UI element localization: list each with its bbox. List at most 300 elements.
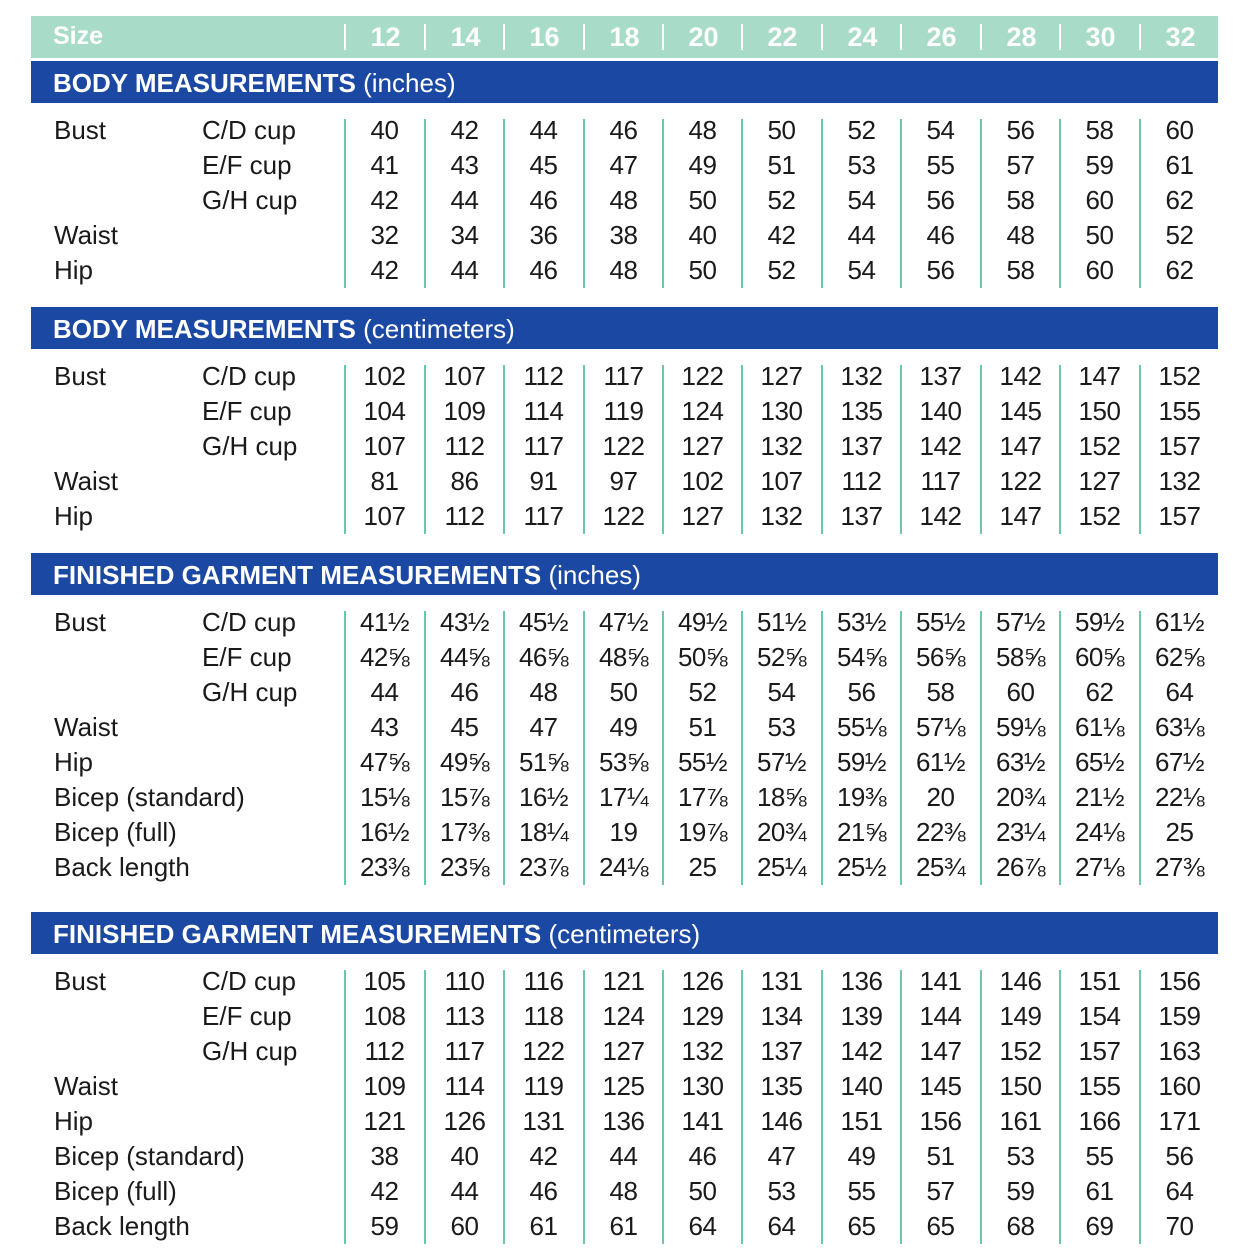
- table-cell: 59½: [1074, 607, 1125, 637]
- table-cell: 53: [767, 1176, 796, 1206]
- table-cell: 25¾: [915, 852, 966, 882]
- table-row: [0, 255, 1253, 290]
- table-cell: 132: [681, 1036, 724, 1066]
- table-cell: 48: [688, 115, 717, 145]
- table-cell: 65: [847, 1211, 876, 1241]
- table-cell: 46: [450, 677, 479, 707]
- table-cell: 24⅛: [1074, 817, 1125, 847]
- table-cell: 57: [1006, 150, 1035, 180]
- section-title-main: FINISHED GARMENT MEASUREMENTS: [53, 560, 542, 590]
- table-cell: 146: [999, 966, 1042, 996]
- table-cell: 56: [847, 677, 876, 707]
- table-cell: 60: [450, 1211, 479, 1241]
- table-cell: 53: [767, 712, 796, 742]
- row-sublabel: C/D cup: [202, 115, 296, 145]
- row-label: Bicep (standard): [54, 782, 245, 812]
- table-cell: 140: [840, 1071, 883, 1101]
- table-cell: 102: [681, 466, 724, 496]
- table-cell: 54: [767, 677, 796, 707]
- table-cell: 27⅜: [1154, 852, 1205, 882]
- table-cell: 141: [681, 1106, 724, 1136]
- table-cell: 108: [363, 1001, 406, 1031]
- table-row: [0, 782, 1253, 817]
- table-cell: 122: [602, 501, 645, 531]
- table-cell: 59½: [836, 747, 887, 777]
- table-cell: 119: [603, 396, 644, 426]
- table-cell: 24⅛: [598, 852, 649, 882]
- row-label: Bust: [54, 115, 107, 145]
- section-header: [31, 553, 1218, 595]
- table-cell: 127: [681, 501, 724, 531]
- table-cell: 61: [1085, 1176, 1114, 1206]
- table-cell: 55⅛: [836, 712, 887, 742]
- table-cell: 144: [919, 1001, 962, 1031]
- table-row: [0, 1036, 1253, 1071]
- table-cell: 23⅝: [439, 852, 490, 882]
- table-cell: 42⅝: [359, 642, 410, 672]
- table-row: [0, 677, 1253, 712]
- section-title: [53, 314, 515, 345]
- table-cell: 137: [760, 1036, 803, 1066]
- table-cell: 54: [847, 255, 876, 285]
- row-sublabel: C/D cup: [202, 607, 296, 637]
- table-cell: 58: [1006, 185, 1035, 215]
- table-cell: 114: [523, 396, 564, 426]
- table-cell: 48: [1006, 220, 1035, 250]
- table-cell: 68: [1006, 1211, 1035, 1241]
- table-cell: 58: [1085, 115, 1114, 145]
- section-title-unit: (inches): [363, 68, 456, 98]
- table-cell: 126: [443, 1106, 486, 1136]
- table-cell: 116: [523, 966, 564, 996]
- table-cell: 147: [999, 431, 1042, 461]
- table-cell: 51⅝: [518, 747, 569, 777]
- table-cell: 43½: [439, 607, 490, 637]
- table-cell: 61: [1165, 150, 1194, 180]
- table-row: [0, 1071, 1253, 1106]
- table-cell: 132: [760, 501, 803, 531]
- row-label: Waist: [54, 466, 119, 496]
- table-cell: 41½: [359, 607, 410, 637]
- table-cell: 58: [926, 677, 955, 707]
- table-cell: 48: [609, 1176, 638, 1206]
- table-cell: 122: [602, 431, 645, 461]
- table-cell: 142: [840, 1036, 883, 1066]
- table-cell: 55½: [915, 607, 966, 637]
- row-sublabel: E/F cup: [202, 642, 292, 672]
- table-cell: 61⅛: [1074, 712, 1125, 742]
- table-cell: 166: [1078, 1106, 1121, 1136]
- table-cell: 132: [1158, 466, 1201, 496]
- size-18: 18: [609, 22, 640, 52]
- row-label: Bust: [54, 361, 107, 391]
- table-cell: 152: [1158, 361, 1201, 391]
- table-cell: 135: [840, 396, 883, 426]
- table-cell: 53⅝: [598, 747, 649, 777]
- table-cell: 46: [529, 255, 558, 285]
- table-cell: 117: [603, 361, 644, 391]
- table-row: [0, 1001, 1253, 1036]
- table-cell: 132: [840, 361, 883, 391]
- table-cell: 52: [767, 255, 796, 285]
- table-cell: 107: [443, 361, 486, 391]
- table-cell: 150: [1078, 396, 1121, 426]
- table-cell: 105: [363, 966, 406, 996]
- table-cell: 40: [450, 1141, 479, 1171]
- table-cell: 157: [1078, 1036, 1121, 1066]
- table-cell: 53: [1006, 1141, 1035, 1171]
- table-row: [0, 1106, 1253, 1141]
- size-label: Size: [53, 22, 104, 50]
- table-cell: 152: [1078, 431, 1121, 461]
- table-cell: 56: [1165, 1141, 1194, 1171]
- table-cell: 59: [1006, 1176, 1035, 1206]
- section-title-main: BODY MEASUREMENTS: [53, 314, 356, 344]
- row-label: Hip: [54, 1106, 94, 1136]
- section-header: [31, 307, 1218, 349]
- table-row: [0, 1211, 1253, 1246]
- table-cell: 21½: [1074, 782, 1125, 812]
- table-cell: 50: [688, 255, 717, 285]
- table-cell: 127: [760, 361, 803, 391]
- table-cell: 59⅛: [995, 712, 1046, 742]
- table-cell: 45: [529, 150, 558, 180]
- table-cell: 62⅝: [1154, 642, 1205, 672]
- table-cell: 44⅝: [439, 642, 490, 672]
- table-cell: 112: [364, 1036, 405, 1066]
- table-cell: 40: [370, 115, 399, 145]
- table-row: [0, 852, 1253, 887]
- table-cell: 61½: [1154, 607, 1205, 637]
- table-cell: 23⅞: [518, 852, 569, 882]
- table-cell: 34: [450, 220, 479, 250]
- table-cell: 122: [681, 361, 724, 391]
- table-cell: 131: [760, 966, 803, 996]
- table-cell: 142: [919, 431, 962, 461]
- table-cell: 160: [1158, 1071, 1201, 1101]
- table-cell: 25½: [836, 852, 887, 882]
- table-row: [0, 501, 1253, 536]
- table-cell: 55: [926, 150, 955, 180]
- table-cell: 48⅝: [598, 642, 649, 672]
- row-label: Waist: [54, 1071, 119, 1101]
- size-16: 16: [529, 22, 560, 52]
- table-row: [0, 1176, 1253, 1211]
- table-cell: 46: [529, 185, 558, 215]
- table-cell: 48: [609, 255, 638, 285]
- table-cell: 154: [1078, 1001, 1121, 1031]
- table-row: [0, 220, 1253, 255]
- table-cell: 20¾: [756, 817, 807, 847]
- table-cell: 124: [602, 1001, 645, 1031]
- table-cell: 63½: [995, 747, 1046, 777]
- table-cell: 151: [1078, 966, 1121, 996]
- table-cell: 137: [919, 361, 962, 391]
- table-cell: 42: [450, 115, 479, 145]
- table-cell: 50: [1085, 220, 1114, 250]
- table-cell: 55½: [677, 747, 728, 777]
- row-label: Bicep (full): [54, 817, 177, 847]
- table-cell: 16½: [518, 782, 569, 812]
- table-cell: 156: [919, 1106, 962, 1136]
- section-title-main: FINISHED GARMENT MEASUREMENTS: [53, 919, 542, 949]
- table-cell: 118: [523, 1001, 564, 1031]
- row-label: Waist: [54, 220, 119, 250]
- row-label: Hip: [54, 747, 94, 777]
- table-cell: 52: [847, 115, 876, 145]
- table-cell: 60: [1006, 677, 1035, 707]
- row-label: Bust: [54, 966, 107, 996]
- table-cell: 110: [444, 966, 485, 996]
- table-cell: 54⅝: [836, 642, 887, 672]
- table-cell: 40: [688, 220, 717, 250]
- table-cell: 135: [760, 1071, 803, 1101]
- table-cell: 57½: [995, 607, 1046, 637]
- table-cell: 132: [760, 431, 803, 461]
- table-cell: 63⅛: [1154, 712, 1205, 742]
- table-cell: 47½: [598, 607, 649, 637]
- table-cell: 48: [609, 185, 638, 215]
- table-cell: 42: [370, 185, 399, 215]
- table-cell: 41: [370, 150, 399, 180]
- table-cell: 25: [688, 852, 717, 882]
- table-cell: 42: [529, 1141, 558, 1171]
- section-title-unit: (inches): [548, 560, 641, 590]
- table-cell: 26⅞: [995, 852, 1046, 882]
- table-cell: 142: [999, 361, 1042, 391]
- table-cell: 59: [370, 1211, 399, 1241]
- size-28: 28: [1006, 22, 1037, 52]
- table-cell: 20¾: [995, 782, 1046, 812]
- table-cell: 61½: [915, 747, 966, 777]
- table-row: [0, 642, 1253, 677]
- table-cell: 22⅜: [915, 817, 966, 847]
- table-cell: 45: [450, 712, 479, 742]
- table-cell: 112: [444, 501, 485, 531]
- table-cell: 16½: [359, 817, 410, 847]
- table-cell: 19: [609, 817, 638, 847]
- table-cell: 46: [688, 1141, 717, 1171]
- table-cell: 52: [1165, 220, 1194, 250]
- table-cell: 54: [926, 115, 955, 145]
- size-32: 32: [1165, 22, 1196, 52]
- table-cell: 47⅝: [359, 747, 410, 777]
- table-cell: 91: [529, 466, 558, 496]
- section-title: [53, 560, 641, 591]
- table-cell: 147: [999, 501, 1042, 531]
- table-cell: 38: [370, 1141, 399, 1171]
- row-sublabel: E/F cup: [202, 396, 292, 426]
- section-title: [53, 919, 700, 950]
- table-cell: 15⅞: [439, 782, 490, 812]
- section-header: [31, 912, 1218, 954]
- table-cell: 117: [444, 1036, 485, 1066]
- table-cell: 50: [688, 185, 717, 215]
- table-cell: 163: [1158, 1036, 1201, 1066]
- table-cell: 46: [529, 1176, 558, 1206]
- table-cell: 42: [370, 1176, 399, 1206]
- table-cell: 81: [370, 466, 399, 496]
- row-label: Back length: [54, 852, 190, 882]
- table-cell: 44: [847, 220, 876, 250]
- table-cell: 25¼: [756, 852, 807, 882]
- table-cell: 58: [1006, 255, 1035, 285]
- table-row: [0, 607, 1253, 642]
- size-14: 14: [450, 22, 481, 52]
- table-cell: 15⅛: [359, 782, 410, 812]
- table-cell: 56: [1006, 115, 1035, 145]
- table-cell: 43: [450, 150, 479, 180]
- table-cell: 57⅛: [915, 712, 966, 742]
- table-cell: 147: [919, 1036, 962, 1066]
- table-cell: 47: [767, 1141, 796, 1171]
- table-cell: 44: [529, 115, 558, 145]
- table-cell: 62: [1165, 185, 1194, 215]
- table-cell: 51½: [756, 607, 807, 637]
- table-cell: 104: [363, 396, 406, 426]
- table-cell: 51: [926, 1141, 955, 1171]
- table-cell: 46: [609, 115, 638, 145]
- table-cell: 142: [919, 501, 962, 531]
- table-cell: 136: [840, 966, 883, 996]
- table-cell: 17⅜: [439, 817, 490, 847]
- table-cell: 130: [760, 396, 803, 426]
- table-cell: 117: [920, 466, 961, 496]
- table-cell: 161: [999, 1106, 1042, 1136]
- table-row: [0, 747, 1253, 782]
- table-cell: 157: [1158, 431, 1201, 461]
- table-cell: 171: [1158, 1106, 1201, 1136]
- table-row: [0, 712, 1253, 747]
- table-cell: 38: [609, 220, 638, 250]
- table-cell: 107: [363, 501, 406, 531]
- table-cell: 59: [1085, 150, 1114, 180]
- row-sublabel: C/D cup: [202, 361, 296, 391]
- size-30: 30: [1085, 22, 1116, 52]
- table-cell: 155: [1078, 1071, 1121, 1101]
- table-cell: 156: [1158, 966, 1201, 996]
- section-title-unit: (centimeters): [363, 314, 515, 344]
- table-cell: 49: [688, 150, 717, 180]
- table-cell: 125: [602, 1071, 645, 1101]
- table-cell: 17⅞: [677, 782, 728, 812]
- table-cell: 149: [999, 1001, 1042, 1031]
- table-cell: 152: [999, 1036, 1042, 1066]
- table-cell: 25: [1165, 817, 1194, 847]
- table-cell: 146: [760, 1106, 803, 1136]
- row-sublabel: G/H cup: [202, 431, 298, 461]
- table-cell: 56: [926, 185, 955, 215]
- table-cell: 124: [681, 396, 724, 426]
- table-cell: 57: [926, 1176, 955, 1206]
- table-cell: 139: [840, 1001, 883, 1031]
- table-cell: 49½: [677, 607, 728, 637]
- table-cell: 112: [523, 361, 564, 391]
- section-title: [53, 68, 456, 99]
- table-cell: 45½: [518, 607, 569, 637]
- table-cell: 67½: [1154, 747, 1205, 777]
- table-cell: 102: [363, 361, 406, 391]
- table-cell: 107: [760, 466, 803, 496]
- table-cell: 64: [1165, 1176, 1194, 1206]
- table-cell: 64: [688, 1211, 717, 1241]
- table-cell: 117: [523, 431, 564, 461]
- row-sublabel: E/F cup: [202, 1001, 292, 1031]
- table-cell: 17¼: [598, 782, 649, 812]
- table-cell: 18¼: [518, 817, 569, 847]
- table-cell: 119: [523, 1071, 564, 1101]
- section-header: [31, 61, 1218, 103]
- table-cell: 44: [450, 185, 479, 215]
- table-row: [0, 185, 1253, 220]
- row-label: Bust: [54, 607, 107, 637]
- table-cell: 151: [840, 1106, 883, 1136]
- row-label: Bicep (standard): [54, 1141, 245, 1171]
- row-sublabel: G/H cup: [202, 185, 298, 215]
- table-cell: 117: [523, 501, 564, 531]
- table-cell: 129: [681, 1001, 724, 1031]
- table-cell: 58⅝: [995, 642, 1046, 672]
- table-cell: 21⅝: [836, 817, 887, 847]
- table-row: [0, 466, 1253, 501]
- table-cell: 86: [450, 466, 479, 496]
- table-cell: 131: [522, 1106, 565, 1136]
- table-cell: 23⅜: [359, 852, 410, 882]
- row-sublabel: C/D cup: [202, 966, 296, 996]
- table-cell: 62: [1165, 255, 1194, 285]
- table-cell: 44: [450, 1176, 479, 1206]
- table-cell: 60: [1085, 255, 1114, 285]
- table-cell: 112: [841, 466, 882, 496]
- table-cell: 70: [1165, 1211, 1194, 1241]
- table-cell: 52⅝: [756, 642, 807, 672]
- table-cell: 121: [363, 1106, 406, 1136]
- table-cell: 43: [370, 712, 399, 742]
- table-cell: 47: [529, 712, 558, 742]
- table-cell: 157: [1158, 501, 1201, 531]
- table-cell: 114: [444, 1071, 485, 1101]
- table-cell: 121: [602, 966, 645, 996]
- table-cell: 65½: [1074, 747, 1125, 777]
- table-cell: 57½: [756, 747, 807, 777]
- table-cell: 23¼: [995, 817, 1046, 847]
- table-cell: 62: [1085, 677, 1114, 707]
- table-cell: 20: [926, 782, 955, 812]
- table-row: [0, 115, 1253, 150]
- table-cell: 42: [767, 220, 796, 250]
- table-row: [0, 150, 1253, 185]
- table-cell: 126: [681, 966, 724, 996]
- table-cell: 18⅝: [756, 782, 807, 812]
- table-cell: 64: [767, 1211, 796, 1241]
- table-cell: 46⅝: [518, 642, 569, 672]
- table-cell: 137: [840, 431, 883, 461]
- table-cell: 109: [363, 1071, 406, 1101]
- table-cell: 69: [1085, 1211, 1114, 1241]
- table-cell: 47: [609, 150, 638, 180]
- size-header-bar: [31, 16, 1218, 58]
- table-cell: 130: [681, 1071, 724, 1101]
- row-sublabel: G/H cup: [202, 677, 298, 707]
- row-label: Hip: [54, 501, 94, 531]
- table-cell: 109: [443, 396, 486, 426]
- row-sublabel: E/F cup: [202, 150, 292, 180]
- size-24: 24: [847, 22, 878, 52]
- table-row: [0, 817, 1253, 852]
- table-cell: 60: [1165, 115, 1194, 145]
- table-cell: 134: [760, 1001, 803, 1031]
- table-cell: 50: [609, 677, 638, 707]
